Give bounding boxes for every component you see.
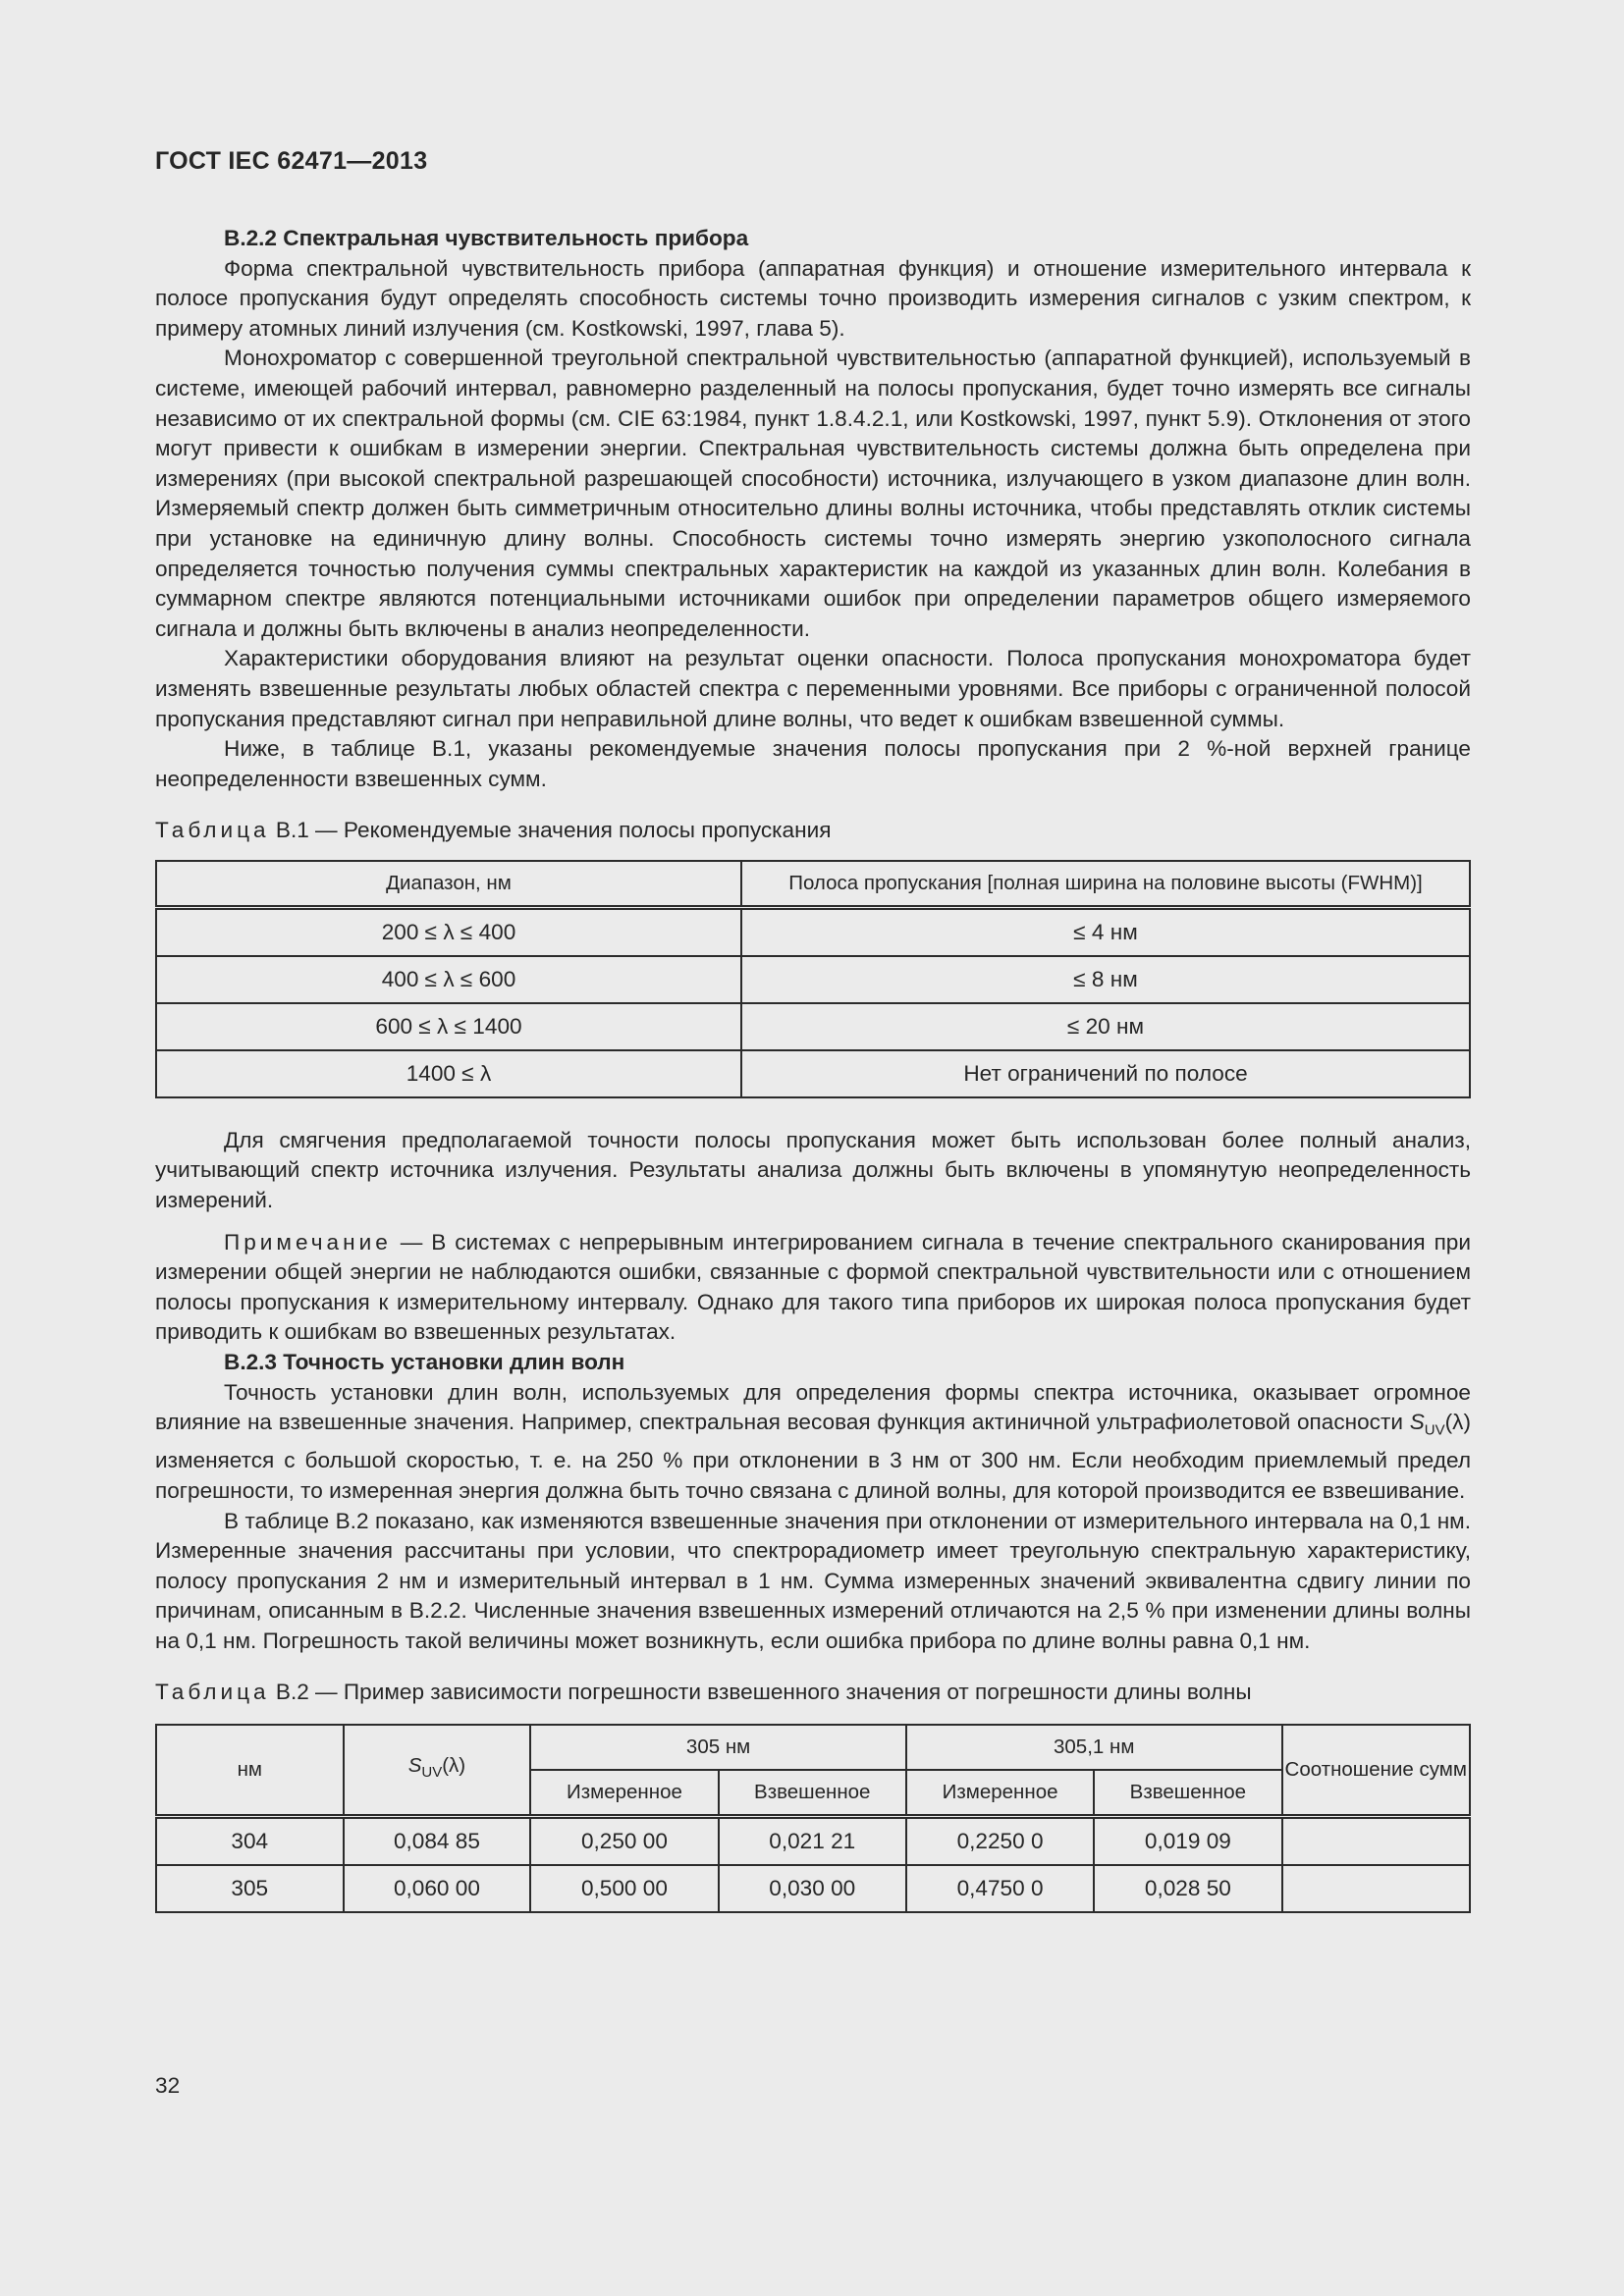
table2-header-group-3051: 305,1 нм: [906, 1725, 1282, 1770]
table1-caption: [155, 816, 1471, 846]
table2: [155, 1724, 1471, 1913]
table1-header-range: Диапазон, нм: [156, 861, 741, 908]
table2-cell: 305: [156, 1865, 344, 1912]
table2-caption: [155, 1678, 1471, 1708]
table2-cell: [1282, 1817, 1470, 1866]
table1-header-bandwidth: Полоса пропускания [полная ширина на половине высоты (FWHM)]: [741, 861, 1470, 908]
table1-cell: ≤ 4 нм: [741, 907, 1470, 956]
table2-cell: 0,060 00: [344, 1865, 531, 1912]
table2-header-measured: Измеренное: [906, 1770, 1094, 1817]
table2-cell: 0,2250 0: [906, 1817, 1094, 1866]
note: [155, 1228, 1471, 1348]
table2-cell: 0,500 00: [530, 1865, 718, 1912]
table1-cell: ≤ 8 нм: [741, 956, 1470, 1003]
note-text: — В системах с непрерывным интегрированием сигнала в течение спектрального сканирования при измерении общей энергии не наблюдаются ошибки, связанные с формой спектральной чувствительности или с отношением полосы пропускания к измерительному интервалу. Однако для такого типа приборов их широкая полоса пропускания будет приводить к ошибкам во взвешенных результатах.: [155, 1229, 1471, 1345]
table2-cell: 0,019 09: [1094, 1817, 1281, 1866]
table2-header-row-1: [156, 1725, 1470, 1770]
page-content: [155, 224, 1471, 1913]
paragraph: Форма спектральной чувствительность прибора (аппаратная функция) и отношение измерительного интервала к полосе пропускания будут определять способность системы точно производить измерения сигналов с узким спектром, к примеру атомных линий излучения (см. Kostkowski, 1997, глава 5).: [155, 255, 1471, 341]
table2-header-ratio: Соотношение сумм: [1282, 1725, 1470, 1817]
paragraph: [155, 1378, 1471, 1507]
table1-header-row: [156, 861, 1470, 908]
table2-cell: 0,021 21: [719, 1817, 906, 1866]
paragraph: Характеристики оборудования влияют на результат оценки опасности. Полоса пропускания монохроматора будет изменять взвешенные результаты любых областей спектра с переменными уровнями. Все приборы с ограниченной полосой пропускания представляют сигнал при неправильной длине волны, что ведет к ошибкам взвешенной суммы.: [155, 646, 1471, 731]
paragraph-text: Точность установки длин волн, используемых для определения формы спектра источника, оказывает огромное влияние на взвешенные значения. Например, спектральная весовая функция актиничной ультрафиолетовой опасности: [155, 1379, 1471, 1435]
table-row: [156, 1050, 1470, 1097]
table2-header-measured: Измеренное: [530, 1770, 718, 1817]
table2-caption-text: В.2 — Пример зависимости погрешности взвешенного значения от погрешности длины волны: [269, 1680, 1252, 1705]
table2-header-weighted: Взвешенное: [719, 1770, 906, 1817]
suv-tail: (λ): [442, 1754, 466, 1778]
table2-cell: [1282, 1865, 1470, 1912]
table-row: [156, 1817, 1470, 1866]
table-row: [156, 907, 1470, 956]
table-row: [156, 1003, 1470, 1050]
document-code-header: ГОСТ IEC 62471—2013: [155, 147, 428, 175]
table1-cell: ≤ 20 нм: [741, 1003, 1470, 1050]
note-label: Примечание: [224, 1229, 392, 1255]
table2-caption-label: Таблица: [155, 1680, 270, 1705]
suv-symbol: S: [1409, 1410, 1425, 1435]
table1-cell: 1400 ≤ λ: [156, 1050, 741, 1097]
table2-cell: 0,028 50: [1094, 1865, 1281, 1912]
table1-caption-label: Таблица: [155, 818, 270, 843]
table2-header-weighted: Взвешенное: [1094, 1770, 1281, 1817]
section-b23-heading: В.2.3 Точность установки длин волн: [224, 1350, 625, 1375]
table2-cell: 0,4750 0: [906, 1865, 1094, 1912]
paragraph: Ниже, в таблице В.1, указаны рекомендуемые значения полосы пропускания при 2 %-ной верхней границе неопределенности взвешенных сумм.: [155, 736, 1471, 791]
table-row: [156, 956, 1470, 1003]
suv-subscript: UV: [1424, 1421, 1445, 1439]
table2-cell: 0,084 85: [344, 1817, 531, 1866]
table-row: [156, 1865, 1470, 1912]
table1: [155, 860, 1471, 1098]
suv-subscript: UV: [421, 1764, 443, 1782]
table2-header-suv: [344, 1725, 531, 1817]
table2-cell: 304: [156, 1817, 344, 1866]
paragraph: Для смягчения предполагаемой точности полосы пропускания может быть использован более полный анализ, учитывающий спектр источника излучения. Результаты анализа должны быть включены в упомянутую неопределенность измерений.: [155, 1127, 1471, 1213]
page-number: 32: [155, 2073, 181, 2098]
table1-cell: 400 ≤ λ ≤ 600: [156, 956, 741, 1003]
section-b22-heading: В.2.2 Спектральная чувствительность прибора: [224, 226, 749, 250]
paragraph: В таблице В.2 показано, как изменяются взвешенные значения при отклонении от измерительного интервала на 0,1 нм. Измеренные значения рассчитаны при условии, что спектрорадиометр имеет треугольную спектральную характеристику, полосу пропускания 2 нм и измерительный интервал в 1 нм. Сумма измеренных значений эквивалентна сдвигу линии по причинам, описанным в В.2.2. Численные значения взвешенных измерений отличаются на 2,5 % при изменении длины волны на 0,1 нм. Погрешность такой величины может возникнуть, если ошибка прибора по длине волны равна 0,1 нм.: [155, 1508, 1471, 1653]
table2-cell: 0,030 00: [719, 1865, 906, 1912]
table2-header-nm: нм: [156, 1725, 344, 1817]
table2-header-group-305: 305 нм: [530, 1725, 906, 1770]
paragraph-text: (λ) изменяется с большой скоростью, т. е. на 250 % при отклонении в 3 нм от 300 нм. Если необходим приемлемый предел погрешности, то измеренная энергия должна быть точно связана с длиной волны, для которой производится ее взвешивание.: [155, 1410, 1471, 1503]
table1-cell: 200 ≤ λ ≤ 400: [156, 907, 741, 956]
paragraph: Монохроматор с совершенной треугольной спектральной чувствительностью (аппаратной функцией), используемый в системе, имеющей рабочий интервал, равномерно разделенный на полосы пропускания, будет точно измерять все сигналы независимо от их спектральной формы (см. CIE 63:1984, пункт 1.8.4.2.1, или Kostkowski, 1997, пункт 5.9). Отклонения от этого могут привести к ошибкам в измерении энергии. Спектральная чувствительность системы должна быть определена при измерениях (при высокой спектральной разрешающей способности) источника, излучающего в узком диапазоне длин волн. Измеряемый спектр должен быть симметричным относительно длины волны источника, чтобы представлять отклик системы при установке на единичную длину волны. Способность системы точно измерять энергию узкополосного сигнала определяется точностью получения суммы спектральных характеристик на каждой из указанных длин волн. Колебания в суммарном спектре являются потенциальными источниками ошибок при определении параметров общего измеряемого сигнала и должны быть включены в анализ неопределенности.: [155, 346, 1471, 641]
suv-symbol: S: [407, 1754, 422, 1778]
table2-cell: 0,250 00: [530, 1817, 718, 1866]
table1-cell: 600 ≤ λ ≤ 1400: [156, 1003, 741, 1050]
table1-caption-text: В.1 — Рекомендуемые значения полосы пропускания: [269, 818, 832, 843]
table1-cell: Нет ограничений по полосе: [741, 1050, 1470, 1097]
